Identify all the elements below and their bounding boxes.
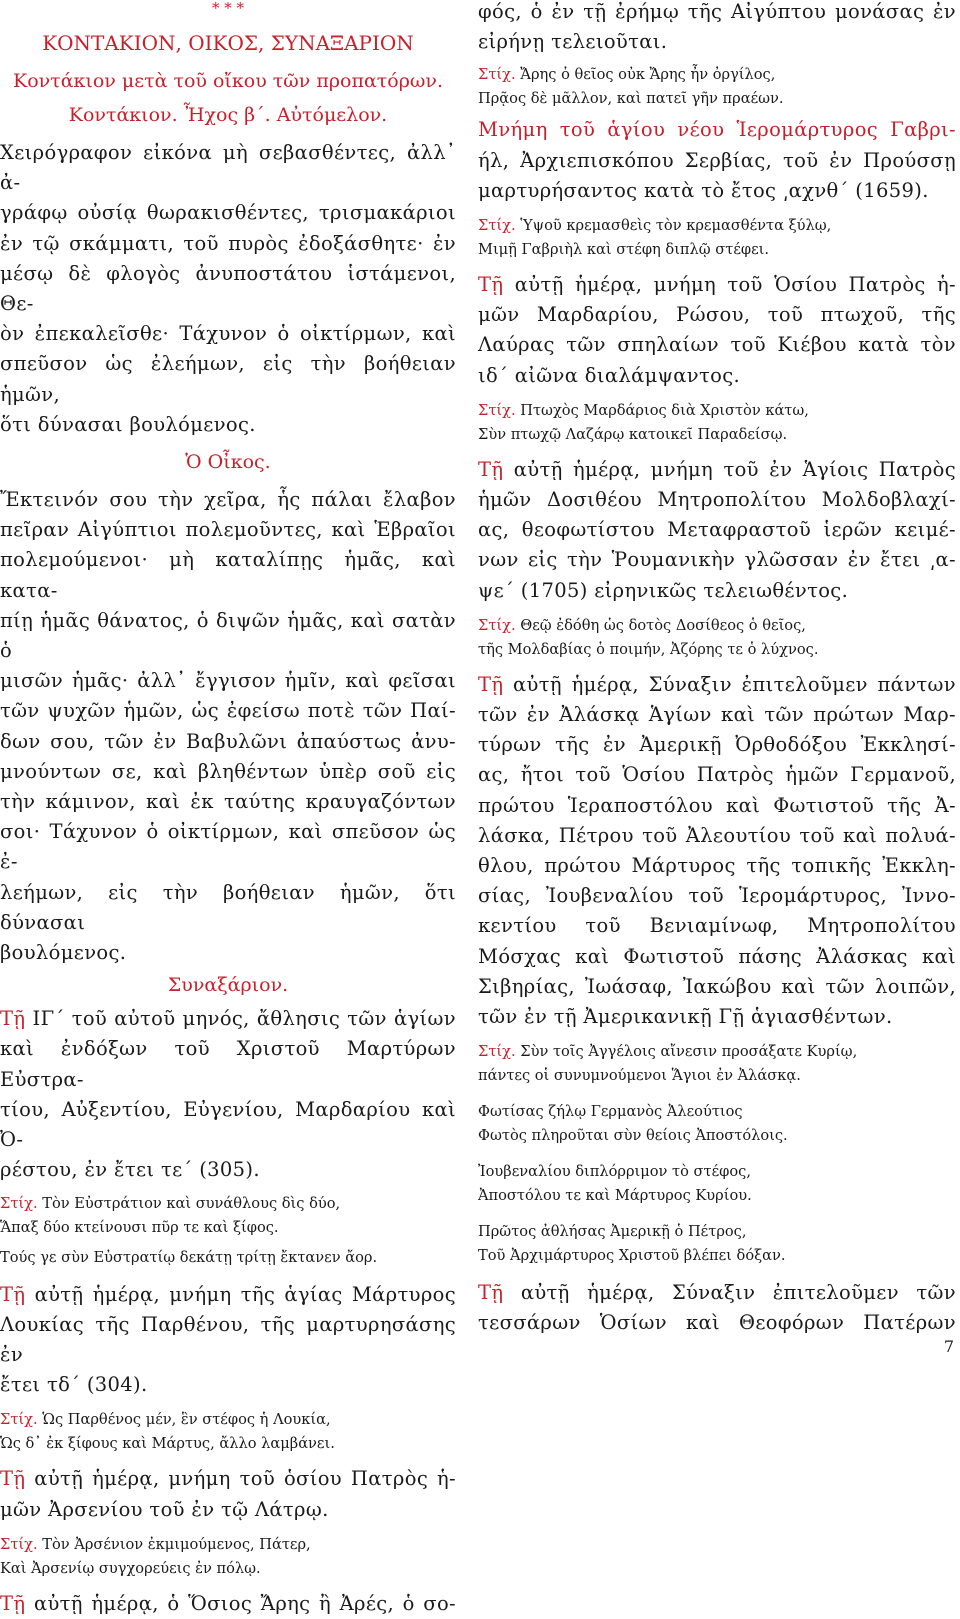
verse-label: Στίχ. [0, 1411, 38, 1429]
text-line [478, 1064, 956, 1088]
text-line: ὅτι δύνασαι βουλόμενος. [0, 412, 256, 436]
text-run: κεντίου τοῦ Βενιαμίνωφ, Μητροπολίτου [478, 914, 956, 938]
text-line [478, 700, 956, 730]
verse-arsenios [0, 1533, 456, 1581]
text-line [478, 300, 956, 330]
text-run: Πτωχὸς Μαρδάριος διὰ Χριστὸν κάτω, [515, 401, 809, 419]
text-line [478, 881, 956, 911]
text-line: λεήμων, εἰς τὴν βοήθειαν ἡμῶν, ὅτι δύνασαι [0, 880, 456, 934]
text-run: ψε΄ (1705) εἰρηνικῶς τελειωθέντος. [478, 578, 849, 602]
verse-ares [478, 63, 956, 111]
initial-word: Τῇ [478, 1281, 504, 1305]
synaxarion-entry-mardarios [478, 270, 956, 391]
text-line [478, 485, 956, 515]
text-line [478, 238, 956, 262]
text-run: ΙΓ΄ τοῦ αὐτοῦ μηνός, ἄθλησις τῶν ἁγίων [25, 1007, 456, 1031]
text-line [478, 270, 956, 300]
text-line: μαρτυρήσαντος κατὰ τὸ ἔτος ͵αχνθ΄ (1659). [478, 178, 929, 202]
text-run: μῶν Μαρδαρίου, Ρώσου, τοῦ πτωχοῦ, τῆς [478, 303, 956, 327]
text-run: Ἅπαξ δύο κτείνουσι πῦρ τε καὶ ξίφος. [0, 1218, 279, 1236]
text-line [478, 972, 956, 1002]
text-line: μνούντων σε, καὶ βληθέντων ὑπὲρ σοῦ εἰς [0, 759, 456, 783]
text-line: τῶν ψυχῶν ἡμῶν, ὡς ἐφείσω ποτὲ τῶν Παί- [0, 699, 456, 723]
verse-label: Στίχ. [478, 401, 516, 419]
text-run: Τὸν Ἀρσένιον ἐκμιμούμενος, Πάτερ, [37, 1535, 311, 1553]
text-line [0, 1557, 456, 1581]
text-run: τῆς Μολδαβίας ὁ ποιμήν, Ἀζόρης τε ὁ λύχνος. [478, 640, 819, 658]
text-run: ιδ΄ αἰῶνα διαλάμψαντος. [478, 363, 741, 387]
text-run: ἡμῶν Δοσιθέου Μητροπολίτου Μολδοβλαχί- [478, 488, 956, 512]
text-line [478, 515, 956, 545]
text-run: καὶ ἐνδόξων τοῦ Χριστοῦ Μαρτύρων Εὐστρα- [0, 1037, 456, 1091]
text-line: πεῖραν Αἰγύπτιοι πολεμοῦντες, καὶ Ἑβραῖοι [0, 518, 456, 542]
verse-pair [478, 1160, 956, 1208]
text-line [0, 1370, 456, 1400]
text-line: τὴν κάμινον, καὶ ἐκ ταύτης κραυγαζόντων [0, 790, 456, 814]
section-heading: ΚΟΝΤΑΚΙΟΝ, ΟΙΚΟΣ, ΣΥΝΑΞΑΡΙΟΝ [42, 31, 414, 55]
text-run: τίου, Αὐξεντίου, Εὐγενίου, Μαρδαρίου καὶ Ὀ- [0, 1097, 456, 1152]
text-line: Ἰουβεναλίου διπλόρριμον τὸ στέφος, [478, 1163, 751, 1181]
text-run: Ὑψοῦ κρεμασθεὶς τὸν κρεμασθέντα ξύλῳ, [515, 217, 832, 235]
text-line [478, 1002, 956, 1032]
text-run: αὐτῇ ἡμέρᾳ, μνήμη τοῦ ἐν Ἁγίοις Πατρὸς [503, 457, 956, 481]
verse-label: Στίχ. [0, 1535, 38, 1553]
verse-eustratios-extra: Τούς γε σὺν Εὐστρατίῳ δεκάτῃ τρίτῃ ἔκτανεν ἄορ. [0, 1248, 378, 1266]
verse-pair [478, 1100, 956, 1148]
text-line [478, 942, 956, 972]
synaxarion-entry-alaska-saints [478, 670, 956, 1032]
initial-word: Τῇ [478, 273, 504, 297]
text-line: ήλ, Ἀρχιεπισκόπου Σερβίας, τοῦ ἐν Προύσσῃ [478, 148, 956, 172]
synaxarion-entry-ares [0, 1589, 456, 1619]
text-run: θλου, πρώτου Μάρτυρος τῆς τοπικῆς Ἐκκλη- [478, 854, 956, 878]
text-line: Ἔκτεινόν σου τὴν χεῖρα, ἧς πάλαι ἔλαβον [0, 488, 456, 512]
synaxarion-entry-dositheos [478, 455, 956, 606]
text-line [478, 1040, 956, 1064]
oikos-title: Ὁ Οἶκος. [185, 451, 271, 474]
synaxarion-entry-arsenios [0, 1464, 456, 1524]
verse-lucia [0, 1408, 456, 1456]
text-line [478, 455, 956, 485]
text-line: Χειρόγραφον εἰκόνα μὴ σεβασθέντες, ἀλλ᾽ ἀ- [0, 141, 456, 195]
text-line: ὸν ἐπεκαλεῖσθε· Τάχυνον ὁ οἰκτίρμων, καὶ [0, 322, 456, 346]
verse-label: Στίχ. [478, 1043, 516, 1061]
text-line [478, 214, 956, 238]
text-run: Λουκίας τῆς Παρθένου, τῆς μαρτυρησάσης ἐν [0, 1312, 456, 1366]
verse-eustratios [0, 1192, 456, 1240]
text-run: νων εἰς τὴν Ῥουμανικὴν γλῶσσαν ἐν ἔτει ͵α- [478, 548, 956, 572]
text-run: πρώτου Ἱεραποστόλου καὶ Φωτιστοῦ τῆς Ἀ- [478, 793, 956, 817]
text-run: αὐτῇ ἡμέρᾳ, Σύναξιν ἐπιτελοῦμεν πάντων [503, 672, 956, 696]
initial-word: Τῇ [0, 1007, 26, 1031]
synaxarion-title: Συναξάριον. [167, 974, 289, 997]
section-subheading: Κοντάκιον μετὰ τοῦ οἴκου τῶν προπατόρων. [13, 70, 443, 92]
page-number: 7 [943, 1337, 954, 1356]
text-line: Μνήμη τοῦ ἁγίου νέου Ἱερομάρτυρος Γαβρι- [478, 118, 956, 142]
text-run: πάντες οἱ συνυμνούμενοι Ἅγιοι ἐν Ἀλάσκᾳ. [478, 1067, 801, 1085]
synaxarion-entry-ares-continued [478, 0, 956, 57]
text-line: μέσῳ δὲ φλογὸς ἀνυποστάτου ἱστάμενοι, Θε- [0, 261, 456, 316]
text-line [478, 576, 956, 606]
synaxarion-entry-lucia [0, 1280, 456, 1401]
left-column [0, 0, 456, 1619]
text-line: γράφῳ οὐσίᾳ θωρακισθέντες, τρισμακάριοι [0, 201, 456, 225]
text-line: δων σου, τῶν ἐν Βαβυλῶνι ἀπαύστως ἀνυ- [0, 729, 456, 753]
kontakion-text [0, 138, 456, 440]
text-run: σίας, Ἰουβεναλίου τοῦ Ἱερομάρτυρος, Ἰννο- [478, 884, 956, 908]
synaxarion-entry-gabriel [478, 115, 956, 206]
text-run: Σὺν πτωχῷ Λαζάρῳ κατοικεῖ Παραδείσῳ. [478, 425, 788, 443]
verse-label: Στίχ. [478, 616, 516, 634]
text-line [478, 87, 956, 111]
text-line [0, 1432, 456, 1456]
verse-label: Στίχ. [478, 66, 516, 84]
text-line [478, 851, 956, 881]
text-run: τύρων τῆς ἐν Ἀμερικῇ Ὀρθοδόξου Ἐκκλησί- [478, 733, 956, 757]
text-run: λάσκα, Πέτρου τοῦ Ἀλεουτίου τοῦ καὶ πολυά- [478, 823, 956, 847]
text-line [478, 1278, 956, 1308]
text-run: Θεῷ ἐδόθη ὡς δοτὸς Δοσίθεος ὁ θεῖος, [515, 616, 806, 634]
synaxarion-entry-martyrs [0, 1004, 456, 1185]
text-line [478, 911, 956, 941]
text-run: τῶν ἐν τῇ Ἀμερικανικῇ Γῇ ἁγιασθέντων. [478, 1005, 893, 1029]
text-line [0, 1495, 456, 1525]
text-line [478, 545, 956, 575]
text-run: Σιβηρίας, Ἰωάσαφ, Ἰακώβου καὶ τῶν λοιπῶν, [478, 974, 956, 998]
text-run: Ἄρης ὁ θεῖος οὐκ Ἄρης ἦν ὀργίλος, [515, 66, 776, 84]
initial-word: Τῇ [478, 672, 504, 696]
text-run: τεσσάρων Ὁσίων καὶ Θεοφόρων Πατέρων [478, 1311, 956, 1335]
text-run: Σὺν τοῖς Ἀγγέλοις αἴνεσιν προσάξατε Κυρίῳ, [515, 1043, 858, 1061]
text-run: τῶν ἐν Ἀλάσκᾳ Ἁγίων καὶ τῶν πρώτων Μαρ- [478, 703, 956, 727]
text-run: αὐτῇ ἡμέρᾳ, μνήμη τοῦ Ὁσίου Πατρὸς ἡ- [503, 273, 956, 297]
text-line [478, 399, 956, 423]
text-line [0, 1155, 456, 1185]
right-column [478, 0, 956, 1339]
text-line [0, 1192, 456, 1216]
text-line [478, 63, 956, 87]
text-line [0, 1095, 456, 1155]
text-line: σπεῦσον ὡς ἐλεήμων, εἰς τὴν βοήθειαν ἡμῶν, [0, 352, 456, 406]
text-run: Μιμῇ Γαβριὴλ καὶ στέφη διπλῷ στέφει. [478, 241, 770, 259]
text-run: Ὡς δ᾽ ἐκ ξίφους καὶ Μάρτυς, ἄλλο λαμβάνει. [0, 1435, 335, 1453]
verse-label: Στίχ. [0, 1194, 38, 1212]
text-line: Ἀποστόλου τε καὶ Μάρτυρος Κυρίου. [478, 1187, 752, 1205]
text-run: αὐτῇ ἡμέρᾳ, μνήμη τῆς ἁγίας Μάρτυρος [25, 1282, 456, 1306]
verse-gabriel [478, 214, 956, 262]
text-line [478, 791, 956, 821]
text-run: ας, ἤτοι τοῦ Ὁσίου Πατρὸς ἡμῶν Γερμανοῦ, [478, 763, 956, 787]
text-line [0, 1034, 456, 1094]
text-line: μισῶν ἡμᾶς· ἀλλ᾽ ἔγγισον ἡμῖν, καὶ φεῖσαι [0, 669, 456, 693]
text-line: Φωτίσας ζήλῳ Γερμανὸς Ἀλεούτιος [478, 1103, 743, 1121]
initial-word: Τῇ [0, 1282, 26, 1306]
text-run: Λαύρας τῶν σπηλαίων τοῦ Κιέβου κατὰ τὸν [478, 333, 956, 357]
kontakion-tone: Κοντάκιον. Ἦχος β΄. Αὐτόμελον. [68, 104, 388, 126]
text-run: ἔτει τδ΄ (304). [0, 1373, 148, 1397]
text-run: ρέστου, ἐν ἔτει τε΄ (305). [0, 1158, 260, 1182]
text-line: εἰρήνῃ τελειοῦται. [478, 30, 668, 54]
text-line [0, 1310, 456, 1370]
text-line [0, 1589, 456, 1619]
text-run: Μόσχας καὶ Φωτιστοῦ πάσης Ἀλάσκας καὶ [478, 944, 956, 968]
verse-dositheos [478, 614, 956, 662]
text-run: αὐτῇ ἡμέρᾳ, Σύναξιν ἐπιτελοῦμεν τῶν [503, 1281, 956, 1305]
text-line [0, 1533, 456, 1557]
text-run: Καὶ Ἀρσενίῳ συγχορεύεις ἐν πόλῳ. [0, 1559, 261, 1577]
text-line [478, 730, 956, 760]
additional-verses [478, 1100, 956, 1268]
text-line [478, 361, 956, 391]
verse-mardarios [478, 399, 956, 447]
text-run: μῶν Ἀρσενίου τοῦ ἐν τῷ Λάτρῳ. [0, 1497, 329, 1521]
oikos-text [0, 485, 456, 968]
synaxarion-entry-four-fathers [478, 1278, 956, 1338]
initial-word: Τῇ [478, 457, 504, 481]
text-run: Τὸν Εὐστράτιον καὶ συνάθλους δὶς δύο, [37, 1194, 341, 1212]
text-line: φός, ὁ ἐν τῇ ἐρήμῳ τῆς Αἰγύπτου μονάσας ἐν [478, 0, 956, 23]
ornament-stars: * * * [211, 0, 245, 17]
text-line [478, 638, 956, 662]
initial-word: Τῇ [0, 1467, 26, 1491]
text-line: Τοῦ Ἀρχιμάρτυρος Χριστοῦ βλέπει δόξαν. [478, 1247, 786, 1265]
text-line [478, 614, 956, 638]
text-line: πίῃ ἡμᾶς θάνατος, ὁ διψῶν ἡμᾶς, καὶ σατὰν ὁ [0, 608, 456, 663]
text-line [0, 1408, 456, 1432]
verse-label: Στίχ. [478, 217, 516, 235]
text-line: πολεμούμενοι· μὴ καταλίπῃς ἡμᾶς, καὶ κατα- [0, 548, 456, 602]
text-line [0, 1464, 456, 1494]
text-line [478, 760, 956, 790]
text-run: αὐτῇ ἡμέρᾳ, ὁ Ὅσιος Ἄρης ἢ Ἀρές, ὁ σο- [25, 1591, 456, 1615]
text-line [0, 1216, 456, 1240]
verse-alaska-saints [478, 1040, 956, 1088]
text-run: αὐτῇ ἡμέρᾳ, μνήμη τοῦ ὁσίου Πατρὸς ἡ- [25, 1467, 456, 1491]
text-line [478, 1308, 956, 1338]
text-line [478, 423, 956, 447]
text-line [0, 1004, 456, 1034]
initial-word: Τῇ [0, 1591, 26, 1615]
text-line: Φωτὸς πληροῦται σὺν θείοις Ἀποστόλοις. [478, 1127, 788, 1145]
text-line: σοι· Τάχυνον ὁ οἰκτίρμων, καὶ σπεῦσον ὡς ἐ- [0, 820, 456, 874]
text-run: Ὡς Παρθένος μέν, ἓν στέφος ἡ Λουκία, [37, 1411, 331, 1429]
text-run: Πρᾷος δὲ μᾶλλον, καὶ πατεῖ γῆν πραέων. [478, 90, 784, 108]
text-line [0, 1280, 456, 1310]
text-line: ἐν τῷ σκάμματι, τοῦ πυρὸς ἐδοξάσθητε· ἐν [0, 231, 456, 255]
text-line [478, 670, 956, 700]
verse-pair [478, 1220, 956, 1268]
text-line: βουλόμενος. [0, 941, 127, 965]
text-run: ας, θεοφωτίστου Μεταφραστοῦ ἱερῶν κειμέ- [478, 518, 956, 542]
text-line [478, 330, 956, 360]
text-line [478, 821, 956, 851]
text-line: Πρῶτος ἀθλήσας Ἀμερικῇ ὁ Πέτρος, [478, 1223, 747, 1241]
